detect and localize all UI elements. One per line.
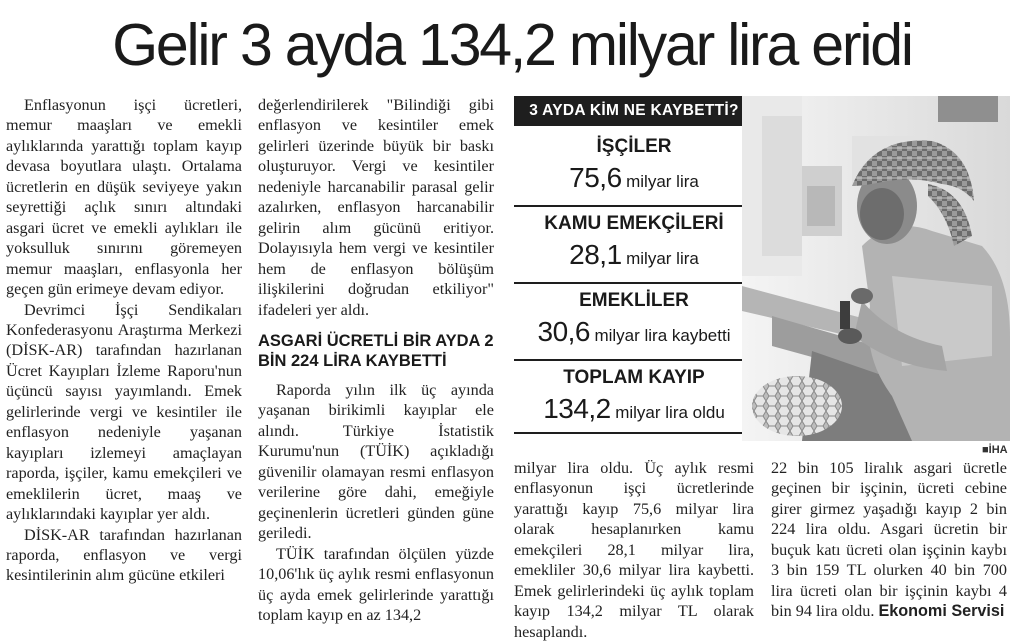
paragraph: Raporda yılın ilk üç ayında yaşanan birikimli kayıplar ele alındı. Türkiye İstatistik Kurumu'nun (TÜİK) açıkladığı güvenilir olamayan resmi enflasyon verilerine göre dahi, emeğiyle geçinenlerin ücretleri günden güne geriledi.	[258, 380, 494, 543]
article-column-1	[6, 95, 242, 586]
photo-credit	[982, 444, 1008, 456]
value-unit: milyar lira	[626, 172, 699, 191]
value-number: 28,1	[569, 239, 622, 270]
paragraph: milyar lira oldu. Üç aylık resmi enflasyonun işçi ücretlerinde yarattığı kayıp 75,6 milyar lira olarak hesaplanırken kamu emekçileri 28,1 milyar lira, emekliler 30,6 milyar lira kaybetti. Emek gelirlerindeki üç aylık toplam kayıp 134,2 milyar TL olarak hesaplandı.	[514, 459, 754, 641]
infobox-value-total	[514, 393, 754, 425]
subheading: ASGARİ ÜCRETLİ BİR AYDA 2 BİN 224 LİRA KAYBETTİ	[258, 331, 494, 370]
value-unit: milyar lira	[626, 249, 699, 268]
worker-photo-illustration	[742, 96, 1010, 441]
photo-credit-text: İHA	[988, 444, 1008, 456]
infobox-title: 3 AYDA KİM NE KAYBETTİ?	[514, 96, 754, 126]
infobox-value-retirees	[514, 316, 754, 348]
paragraph: DİSK-AR tarafından hazırlanan raporda, enflasyon ve vergi kesintilerinin alım gücüne etkileri	[6, 525, 242, 585]
divider	[514, 432, 754, 434]
author-signature: Ekonomi Servisi	[878, 602, 1005, 621]
value-number: 30,6	[537, 316, 590, 347]
paragraph	[771, 458, 1007, 622]
value-number: 134,2	[543, 393, 611, 424]
camera-icon: ■	[982, 444, 989, 456]
paragraph: Enflasyonun işçi ücretleri, memur maaşları ve emekli aylıklarında yarattığı toplam kayıp devasa boyutlara ulaştı. Ortalama ücretlerin en düşük seviyeye yakın seyrettiği açlık sınırı altındaki asgari ücret ve emekli aylıkları ile yoksulluk sınırını göremeyen memur maaşları, enflasyonla her geçen gün erimeye devam ediyor.	[6, 96, 242, 299]
paragraph: TÜİK tarafından ölçülen yüzde 10,06'lık üç aylık resmi enflasyonun üç ayda emek gelirlerinde yarattığı toplam kayıp en az 134,2	[258, 544, 494, 624]
infobox-value-public-workers	[514, 239, 754, 271]
value-number: 75,6	[569, 162, 622, 193]
infobox-label-workers: İŞÇİLER	[596, 136, 672, 157]
infobox-label-retirees: EMEKLİLER	[579, 290, 689, 311]
value-unit: milyar lira oldu	[615, 403, 725, 422]
infobox-label-total: TOPLAM KAYIP	[563, 367, 705, 388]
divider	[514, 359, 754, 361]
article-column-3	[514, 458, 754, 642]
loss-infobox	[514, 96, 754, 434]
infobox-value-workers	[514, 162, 754, 194]
divider	[514, 205, 754, 207]
article-column-2	[258, 95, 494, 625]
infobox-label-public-workers: KAMU EMEKÇİLERİ	[544, 213, 724, 234]
divider	[514, 282, 754, 284]
headline: Gelir 3 ayda 134,2 milyar lira eridi	[112, 12, 912, 78]
worker-photo	[742, 96, 1010, 441]
paragraph: değerlendirilerek "Bilindiği gibi enflasyon ve kesintiler emek gelirleri üzerinde büyük bir baskı oluşturuyor. Vergi ve kesintiler nedeniyle harcanabilir parasal gelir azalırken, enflasyon harcanabilir gelirin alım gücünü eritiyor. Dolayısıyla hem vergi ve kesintiler hem de enflasyon bölüşüm ilişkilerini doğrudan etkiliyor" ifadeleri yer aldı.	[258, 96, 494, 319]
paragraph: Devrimci İşçi Sendikaları Konfederasyonu Araştırma Merkezi (DİSK-AR) tarafından hazırlanan Ücret Kayıpları İzleme Raporu'nun üçüncü sayısı yayımlandı. Emek gelirlerinde vergi ve kesintiler ile enflasyon nedeniyle yaşanan kayıpları izlemeyi amaçlayan raporda, işçiler, kamu emekçileri ve emeklilerin ücret, maaş ve aylıklarındaki kayıplar yer aldı.	[6, 300, 242, 524]
value-unit: milyar lira kaybetti	[594, 326, 731, 345]
article-column-4	[771, 458, 1007, 622]
paragraph-text: 22 bin 105 liralık asgari ücretle geçinen bir işçinin, ücreti cebine girer girmez yaşadığı kayıp 2 bin 224 lira oldu. Asgari ücretin bir buçuk katı ücreti olan işçinin kaybı 3 bin 159 TL olurken 40 bin 700 lira ücreti olan bir işçinin kaybı 4 bin 94 lira oldu.	[771, 459, 1007, 621]
